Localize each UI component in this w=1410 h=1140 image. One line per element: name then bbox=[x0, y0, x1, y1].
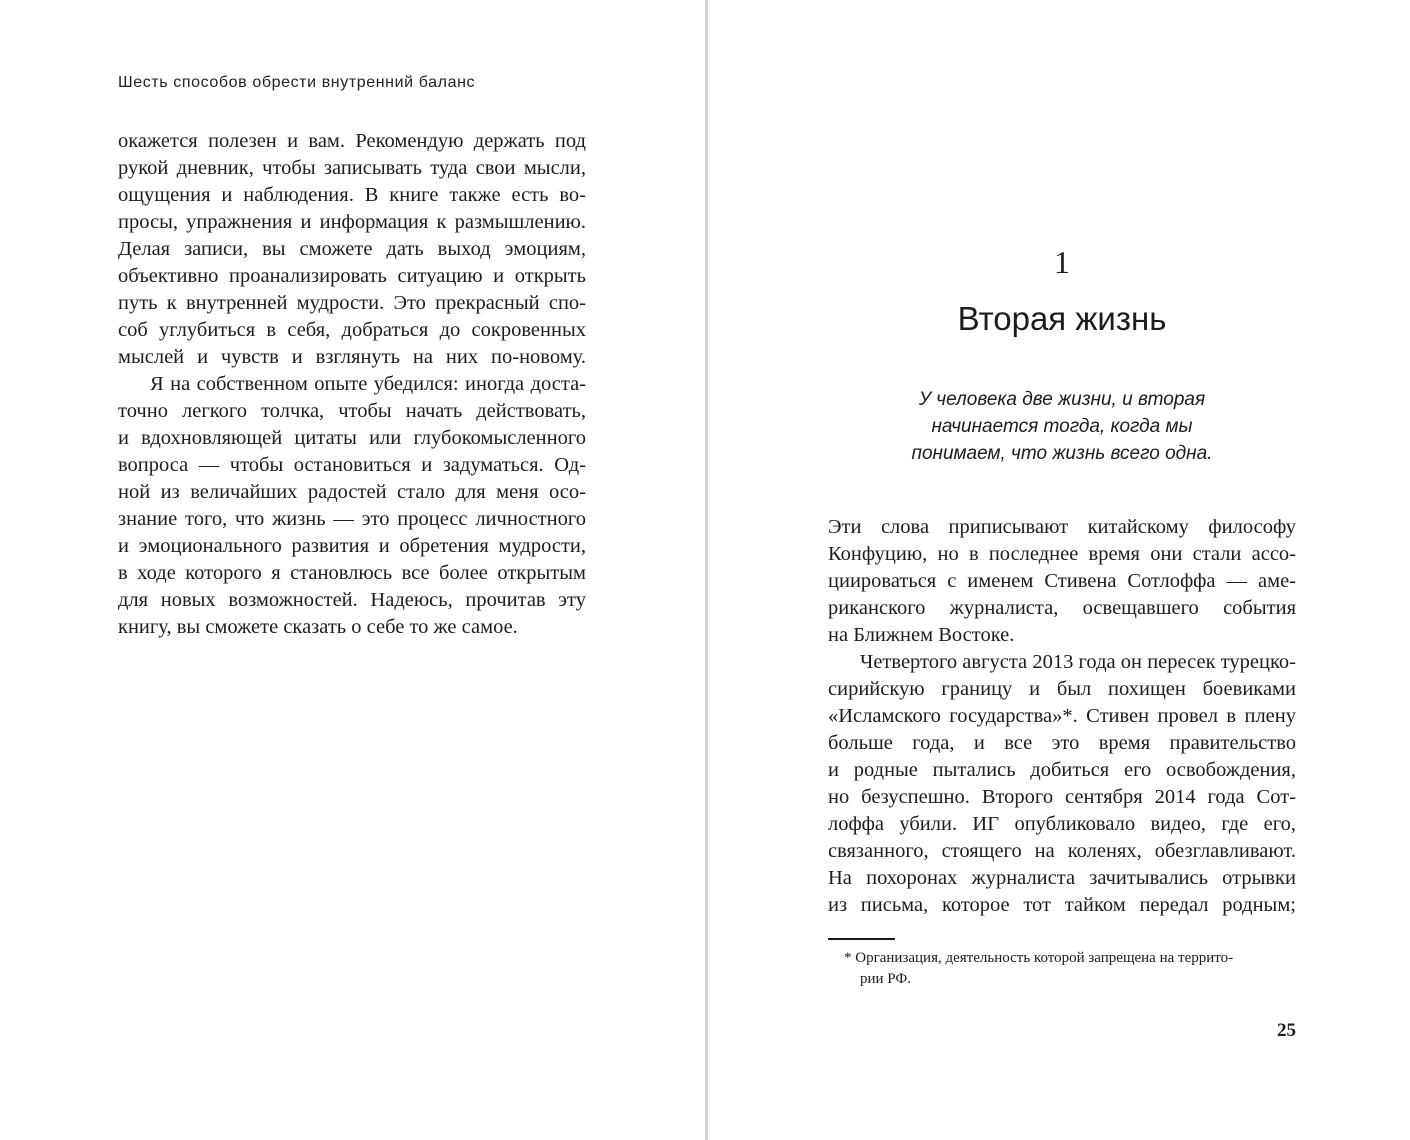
epigraph-line: понимаем, что жизнь всего одна. bbox=[911, 443, 1213, 464]
text-line: связанного, стоящего на коленях, обезглавливают. bbox=[828, 840, 1296, 862]
epigraph-line: У человека две жизни, и вторая bbox=[918, 389, 1206, 410]
text-line: Делая записи, вы сможете дать выход эмоциям, bbox=[118, 238, 586, 260]
text-line: из письма, которое тот тайком передал родным; bbox=[828, 894, 1296, 916]
text-line: вопроса — чтобы остановиться и задуматься. Од- bbox=[118, 454, 586, 476]
text-line: Эти слова приписывают китайскому философу bbox=[828, 516, 1296, 538]
text-line: соб углубиться в себя, добраться до сокровенных bbox=[118, 319, 586, 341]
right-body-text bbox=[828, 514, 1296, 919]
text-line: путь к внутренней мудрости. Это прекрасный спо- bbox=[118, 292, 586, 314]
text-line: просы, упражнения и информация к размышлению. bbox=[118, 211, 586, 233]
text-line: и вдохновляющей цитаты или глубокомысленного bbox=[118, 427, 586, 449]
text-line: риканского журналиста, освещавшего события bbox=[828, 597, 1296, 619]
left-body-text bbox=[118, 128, 586, 641]
text-line: для новых возможностей. Надеюсь, прочитав эту bbox=[118, 589, 586, 611]
chapter-number: 1 bbox=[1054, 244, 1070, 280]
text-line: Конфуцию, но в последнее время они стали ассо- bbox=[828, 543, 1296, 565]
text-line: в ходе которого я становлюсь все более открытым bbox=[118, 562, 586, 584]
text-line: Четвертого августа 2013 года он пересек турецко- bbox=[860, 651, 1296, 673]
text-line: точно легкого толчка, чтобы начать действовать, bbox=[118, 400, 586, 422]
text-line: но безуспешно. Второго сентября 2014 года Сот- bbox=[828, 786, 1296, 808]
text-line: ной из величайших радостей стало для меня осо- bbox=[118, 481, 586, 503]
text-line: книгу, вы сможете сказать о себе то же самое. bbox=[118, 616, 518, 638]
right-page bbox=[708, 0, 1410, 1140]
text-line: объективно проанализировать ситуацию и открыть bbox=[118, 265, 586, 287]
page-number: 25 bbox=[1277, 1020, 1296, 1041]
footnote-line: рии РФ. bbox=[860, 971, 911, 987]
text-line: «Исламского государства»*. Стивен провел в плену bbox=[828, 705, 1296, 727]
epigraph-line: начинается тогда, когда мы bbox=[931, 416, 1193, 437]
footnote-rule bbox=[828, 938, 895, 940]
text-line: сирийскую границу и был похищен боевиками bbox=[828, 678, 1296, 700]
text-line: мыслей и чувств и взглянуть на них по-новому. bbox=[118, 346, 586, 368]
text-line: лоффа убили. ИГ опубликовало видео, где его, bbox=[828, 813, 1296, 835]
text-line: рукой дневник, чтобы записывать туда свои мысли, bbox=[118, 157, 586, 179]
epigraph bbox=[708, 386, 1410, 467]
text-line: Я на собственном опыте убедился: иногда доста- bbox=[150, 373, 586, 395]
text-line: ощущения и наблюдения. В книге также есть во- bbox=[118, 184, 586, 206]
text-line: на Ближнем Востоке. bbox=[828, 624, 1015, 646]
text-line: На похоронах журналиста зачитывались отрывки bbox=[828, 867, 1296, 889]
text-line: и эмоционального развития и обретения мудрости, bbox=[118, 535, 586, 557]
text-line: циироваться с именем Стивена Сотлоффа — аме- bbox=[828, 570, 1296, 592]
footnote-line: * Организация, деятельность которой запрещена на террито- bbox=[844, 950, 1234, 966]
running-head: Шесть способов обрести внутренний баланс bbox=[118, 74, 476, 91]
text-line: знание того, что жизнь — это процесс личностного bbox=[118, 508, 586, 530]
footnote bbox=[844, 948, 1296, 990]
text-line: и родные пытались добиться его освобождения, bbox=[828, 759, 1296, 781]
text-line: больше года, и все это время правительство bbox=[828, 732, 1296, 754]
chapter-title: Вторая жизнь bbox=[957, 300, 1167, 337]
text-line: окажется полезен и вам. Рекомендую держать под bbox=[118, 130, 586, 152]
